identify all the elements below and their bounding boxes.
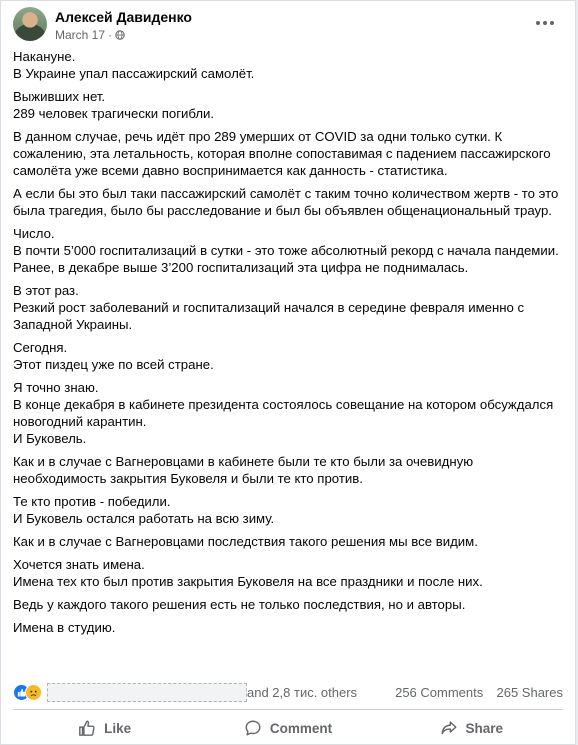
shares-count[interactable]: 265 Shares bbox=[496, 685, 563, 700]
like-label: Like bbox=[104, 720, 132, 736]
post-paragraph: Сегодня. Этот пиздец уже по всей стране. bbox=[13, 340, 214, 372]
reactions-bar bbox=[13, 682, 563, 704]
post-date[interactable]: March 17 bbox=[55, 28, 106, 42]
post-actions bbox=[13, 712, 563, 744]
share-label: Share bbox=[465, 720, 504, 736]
post-paragraph: Число. В почти 5’000 госпитализаций в сутки - это тоже абсолютный рекорд с начала пандемии. Ранее, в декабре выше 3’200 госпитализаций эта цифра не поднималась. bbox=[13, 226, 559, 275]
like-button[interactable] bbox=[13, 712, 196, 744]
comment-icon bbox=[244, 719, 262, 737]
post-paragraph: Накануне. В Украине упал пассажирский самолёт. bbox=[13, 49, 255, 81]
engagement-counts bbox=[395, 685, 563, 700]
reaction-others[interactable]: and 2,8 тис. others bbox=[247, 685, 358, 700]
globe-icon bbox=[115, 30, 125, 40]
reaction-icons[interactable] bbox=[13, 684, 47, 702]
post-text bbox=[13, 48, 565, 642]
share-icon bbox=[440, 719, 458, 737]
more-options-icon[interactable] bbox=[533, 13, 557, 33]
post-paragraph: В данном случае, речь идёт про 289 умерших от COVID за одни только сутки. К сожалению, эта летальность, которая вполне сопоставимая с падением пассажирского самолёта уже всеми давно воспринимается как данность - статистика. bbox=[13, 129, 551, 178]
thumbs-up-icon bbox=[78, 719, 96, 737]
post-paragraph: Имена в студию. bbox=[13, 620, 116, 635]
post-paragraph: Те кто против - победили. И Буковель остался работать на всю зиму. bbox=[13, 494, 275, 526]
share-button[interactable] bbox=[380, 712, 563, 744]
post-paragraph: Я точно знаю. В конце декабря в кабинете президента состоялось совещание на котором обсуждался новогодний карантин. И Буковель. bbox=[13, 380, 554, 446]
avatar[interactable] bbox=[13, 7, 47, 41]
author-name[interactable]: Алексей Давиденко bbox=[55, 9, 192, 25]
post-meta: March 17 · bbox=[55, 28, 125, 42]
post-paragraph: Ведь у каждого такого решения есть не только последствия, но и авторы. bbox=[13, 597, 466, 612]
comment-button[interactable] bbox=[196, 712, 379, 744]
post-paragraph: А если бы это был таки пассажирский самолёт с таким точно количеством жертв - то это была трагедия, было бы расследование и был бы объявлен общенациональный траур. bbox=[13, 186, 559, 218]
sad-reaction-icon bbox=[25, 684, 42, 701]
post-paragraph: Выживших нет. 289 человек трагически погибли. bbox=[13, 89, 215, 121]
comment-label: Comment bbox=[269, 720, 333, 736]
divider bbox=[13, 709, 563, 710]
post-paragraph: Как и в случае с Вагнеровцами в кабинете были те кто были за очевидную необходимость закрытия Буковеля и были те кто против. bbox=[13, 454, 474, 486]
post-paragraph: Хочется знать имена. Имена тех кто был против закрытия Буковеля на все праздники и после них. bbox=[13, 557, 483, 589]
post-paragraph: В этот раз. Резкий рост заболеваний и госпитализаций начался в середине февраля именно с Западной Украины. bbox=[13, 283, 525, 332]
post-paragraph: Как и в случае с Вагнеровцами последствия такого решения мы все видим. bbox=[13, 534, 478, 549]
reactor-names-placeholder[interactable] bbox=[47, 683, 247, 702]
post-header bbox=[13, 5, 563, 45]
comments-count[interactable]: 256 Comments bbox=[395, 685, 484, 700]
